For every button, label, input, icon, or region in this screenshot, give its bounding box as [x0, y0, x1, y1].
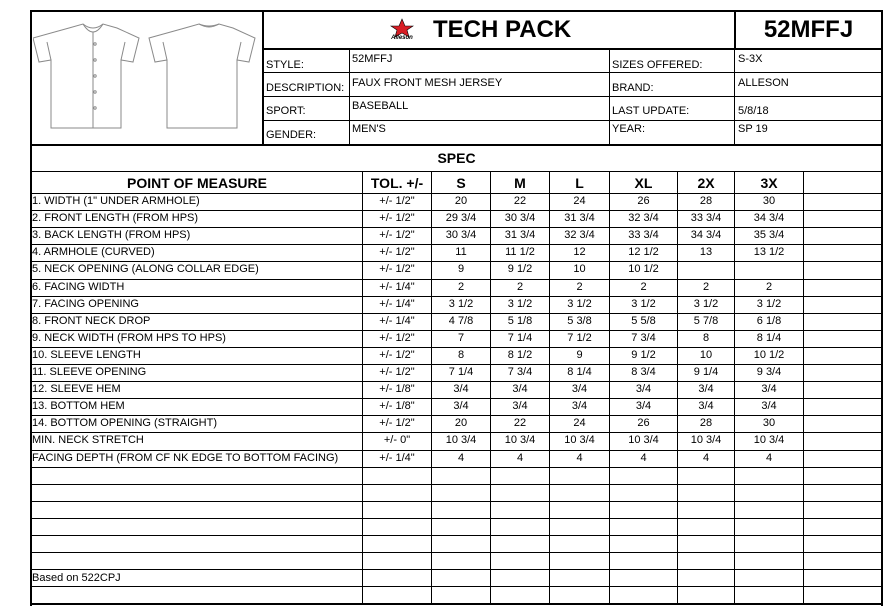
measurement-cell: 3/4	[512, 400, 528, 412]
measurement-cell: 2	[516, 281, 524, 293]
measurement-cell: 8 1/2	[507, 349, 533, 361]
tolerance-cell: +/- 1/2"	[379, 366, 415, 378]
measurement-cell: 2	[576, 281, 583, 293]
gender-label: GENDER:	[266, 129, 317, 141]
measurement-cell: 4 7/8	[448, 315, 474, 327]
measurement-cell: 7 1/4	[507, 332, 533, 344]
grid-line	[31, 313, 882, 314]
grid-line	[31, 330, 882, 331]
point-of-measure-cell: 12. SLEEVE HEM	[32, 383, 121, 395]
measurement-cell: 10 3/4	[753, 434, 785, 446]
sizes-offered-label: SIZES OFFERED:	[612, 59, 703, 71]
measurement-cell: 24	[573, 195, 586, 207]
grid-line	[31, 415, 882, 416]
page-title: TECH PACK	[433, 16, 572, 43]
measurement-cell: 10 3/4	[504, 434, 536, 446]
grid-line	[30, 603, 883, 605]
point-of-measure-cell: FACING DEPTH (FROM CF NK EDGE TO BOTTOM FACING)	[32, 452, 339, 464]
tolerance-cell: +/- 1/8"	[379, 383, 415, 395]
measurement-cell: 12	[573, 246, 586, 258]
measurement-cell: 31 3/4	[504, 229, 536, 241]
measurement-cell: 8 3/4	[631, 366, 656, 378]
measurement-cell: 5 3/8	[567, 315, 592, 327]
point-of-measure-cell: 11. SLEEVE OPENING	[32, 366, 147, 378]
grid-line	[31, 364, 882, 365]
measurement-cell: 8 1/4	[567, 366, 592, 378]
sport-label: SPORT:	[266, 105, 306, 117]
measurement-cell: 3/4	[635, 400, 652, 412]
grid-line	[31, 381, 882, 382]
grid-line	[31, 279, 882, 280]
grid-line	[31, 484, 882, 485]
grid-line	[31, 552, 882, 553]
measurement-cell: 26	[637, 195, 650, 207]
measurement-cell: 7 1/2	[567, 332, 592, 344]
measurement-cell: 10	[573, 263, 586, 275]
measurement-cell: 22	[513, 195, 527, 207]
measurement-cell: 20	[454, 417, 468, 429]
measurement-cell: 30	[762, 195, 776, 207]
measurement-cell: 24	[573, 417, 586, 429]
grid-line	[803, 171, 804, 603]
grid-line	[31, 432, 882, 433]
column-header-size-s: S	[456, 175, 466, 191]
footnote: Based on 522CPJ	[32, 572, 121, 584]
column-header-size-xl: XL	[634, 175, 653, 191]
measurement-cell: 30 3/4	[504, 212, 536, 224]
grid-line	[31, 450, 882, 451]
measurement-cell: 12 1/2	[628, 246, 659, 258]
style-label: STYLE:	[266, 59, 304, 71]
measurement-cell: 9	[576, 349, 583, 361]
grid-line	[31, 210, 882, 211]
point-of-measure-cell: 5. NECK OPENING (ALONG COLLAR EDGE)	[32, 263, 259, 275]
measurement-cell: 3/4	[761, 400, 777, 412]
grid-line	[31, 193, 882, 194]
tolerance-cell: +/- 1/8"	[379, 400, 415, 412]
measurement-cell: 2	[457, 281, 465, 293]
point-of-measure-cell: 8. FRONT NECK DROP	[32, 315, 151, 327]
measurement-cell: 30 3/4	[445, 229, 477, 241]
point-of-measure-cell: 7. FACING OPENING	[32, 298, 139, 310]
tolerance-cell: +/- 1/2"	[379, 195, 415, 207]
measurement-cell: 10 1/2	[753, 349, 785, 361]
tolerance-cell: +/- 1/2"	[379, 332, 415, 344]
gender-value: MEN'S	[352, 123, 386, 135]
measurement-cell: 34 3/4	[753, 212, 785, 224]
measurement-cell: 4	[516, 452, 524, 464]
measurement-cell: 20	[454, 195, 468, 207]
point-of-measure-cell: 9. NECK WIDTH (FROM HPS TO HPS)	[32, 332, 226, 344]
measurement-cell: 31 3/4	[564, 212, 595, 224]
point-of-measure-cell: 4. ARMHOLE (CURVED)	[32, 246, 155, 258]
measurement-cell: 3/4	[698, 400, 714, 412]
measurement-cell: 34 3/4	[690, 229, 722, 241]
measurement-cell: 2	[640, 281, 647, 293]
grid-line	[31, 244, 882, 245]
measurement-cell: 28	[699, 195, 713, 207]
measurement-cell: 9 3/4	[756, 366, 782, 378]
point-of-measure-cell: 13. BOTTOM HEM	[32, 400, 125, 412]
measurement-cell: 3/4	[635, 383, 652, 395]
point-of-measure-cell: 3. BACK LENGTH (FROM HPS)	[32, 229, 191, 241]
measurement-cell: 28	[699, 417, 713, 429]
measurement-cell: 3/4	[571, 400, 588, 412]
measurement-cell: 3 1/2	[756, 298, 782, 310]
last-update-label: LAST UPDATE:	[612, 105, 690, 117]
tolerance-cell: +/- 1/2"	[379, 417, 415, 429]
point-of-measure-cell: 6. FACING WIDTH	[32, 281, 125, 293]
style-code-title: 52MFFJ	[763, 16, 854, 43]
description-label: DESCRIPTION:	[266, 82, 345, 94]
measurement-cell: 3/4	[512, 383, 528, 395]
measurement-cell: 7	[457, 332, 465, 344]
grid-line	[31, 467, 882, 468]
measurement-cell: 30	[762, 417, 776, 429]
measurement-cell: 10 3/4	[690, 434, 722, 446]
measurement-cell: 6 1/8	[756, 315, 782, 327]
measurement-cell: 3/4	[453, 400, 469, 412]
tolerance-cell: +/- 1/4"	[379, 298, 415, 310]
sizes-offered-value: S-3X	[738, 53, 763, 65]
grid-line	[31, 518, 882, 519]
tolerance-cell: +/- 1/2"	[379, 263, 415, 275]
measurement-cell: 3/4	[453, 383, 469, 395]
measurement-cell: 5 7/8	[693, 315, 719, 327]
grid-line	[31, 296, 882, 297]
measurement-cell: 10	[699, 349, 713, 361]
measurement-cell: 11 1/2	[505, 246, 535, 258]
measurement-cell: 7 1/4	[448, 366, 474, 378]
measurement-cell: 2	[765, 281, 773, 293]
measurement-cell: 10 3/4	[628, 434, 659, 446]
last-update-value: 5/8/18	[738, 105, 769, 117]
measurement-cell: 11	[455, 246, 467, 258]
measurement-cell: 10 3/4	[564, 434, 595, 446]
measurement-cell: 10 1/2	[628, 263, 659, 275]
measurement-cell: 4	[457, 452, 465, 464]
brand-logo	[384, 18, 420, 44]
measurement-cell: 33 3/4	[628, 229, 659, 241]
measurement-cell: 3/4	[571, 383, 588, 395]
point-of-measure-cell: 2. FRONT LENGTH (FROM HPS)	[32, 212, 199, 224]
measurement-cell: 29 3/4	[445, 212, 477, 224]
measurement-cell: 8	[702, 332, 710, 344]
measurement-cell: 26	[637, 417, 650, 429]
measurement-cell: 4	[576, 452, 583, 464]
measurement-cell: 3 1/2	[631, 298, 656, 310]
measurement-cell: 13	[699, 246, 713, 258]
measurement-cell: 7 3/4	[507, 366, 533, 378]
measurement-cell: 9 1/2	[507, 263, 533, 275]
measurement-cell: 3 1/2	[567, 298, 592, 310]
grid-line	[31, 569, 882, 570]
tolerance-cell: +/- 1/4"	[379, 452, 415, 464]
column-header-size-3x: 3X	[760, 175, 778, 191]
measurement-cell: 4	[702, 452, 710, 464]
jersey-front-icon	[33, 24, 139, 128]
tolerance-cell: +/- 1/4"	[379, 315, 415, 327]
column-header-size-l: L	[575, 175, 584, 191]
grid-line	[31, 535, 882, 536]
column-header-size-2x: 2X	[697, 175, 715, 191]
grid-line	[31, 398, 882, 399]
style-value: 52MFFJ	[352, 53, 393, 65]
year-label: YEAR:	[612, 123, 646, 135]
grid-line	[31, 227, 882, 228]
point-of-measure-cell: 14. BOTTOM OPENING (STRAIGHT)	[32, 417, 217, 429]
measurement-cell: 3 1/2	[507, 298, 533, 310]
point-of-measure-cell: 10. SLEEVE LENGTH	[32, 349, 141, 361]
measurement-cell: 8 1/4	[756, 332, 782, 344]
column-header-tolerance: TOL. +/-	[370, 175, 424, 191]
measurement-cell: 32 3/4	[564, 229, 595, 241]
grid-line	[31, 501, 882, 502]
measurement-cell: 4	[765, 452, 773, 464]
brand-value: ALLESON	[738, 77, 789, 89]
spec-title: SPEC	[437, 150, 476, 166]
sport-value: BASEBALL	[352, 100, 409, 112]
point-of-measure-cell: 1. WIDTH (1" UNDER ARMHOLE)	[32, 195, 200, 207]
measurement-cell: 3 1/2	[448, 298, 474, 310]
measurement-cell: 3/4	[698, 383, 714, 395]
tolerance-cell: +/- 0"	[383, 434, 411, 446]
measurement-cell: 4	[640, 452, 647, 464]
measurement-cell: 2	[702, 281, 710, 293]
tolerance-cell: +/- 1/2"	[379, 349, 415, 361]
measurement-cell: 9 1/2	[631, 349, 656, 361]
grid-line	[31, 347, 882, 348]
measurement-cell: 33 3/4	[690, 212, 722, 224]
brand-logo-text: Alleson	[391, 35, 413, 41]
column-header-point-of-measure: POINT OF MEASURE	[126, 175, 267, 191]
tolerance-cell: +/- 1/2"	[379, 229, 415, 241]
tolerance-cell: +/- 1/2"	[379, 246, 415, 258]
year-value: SP 19	[738, 123, 768, 135]
tolerance-cell: +/- 1/4"	[379, 281, 415, 293]
jersey-back-icon	[149, 24, 255, 128]
grid-line	[31, 261, 882, 262]
point-of-measure-cell: MIN. NECK STRETCH	[32, 434, 144, 446]
description-value: FAUX FRONT MESH JERSEY	[352, 77, 503, 89]
measurement-cell: 3/4	[761, 383, 777, 395]
column-header-size-m: M	[514, 175, 526, 191]
measurement-cell: 10 3/4	[445, 434, 477, 446]
measurement-cell: 3 1/2	[693, 298, 719, 310]
measurement-cell: 5 5/8	[631, 315, 656, 327]
measurement-cell: 8	[457, 349, 465, 361]
measurement-cell: 32 3/4	[628, 212, 659, 224]
jersey-sketch-image	[33, 18, 259, 140]
grid-line	[31, 586, 882, 587]
measurement-cell: 7 3/4	[631, 332, 656, 344]
measurement-cell: 9 1/4	[693, 366, 719, 378]
measurement-cell: 22	[513, 417, 527, 429]
measurement-cell: 35 3/4	[753, 229, 785, 241]
measurement-cell: 13 1/2	[753, 246, 785, 258]
measurement-cell: 9	[457, 263, 465, 275]
measurement-cell: 5 1/8	[507, 315, 533, 327]
tolerance-cell: +/- 1/2"	[379, 212, 415, 224]
brand-label: BRAND:	[612, 82, 654, 94]
